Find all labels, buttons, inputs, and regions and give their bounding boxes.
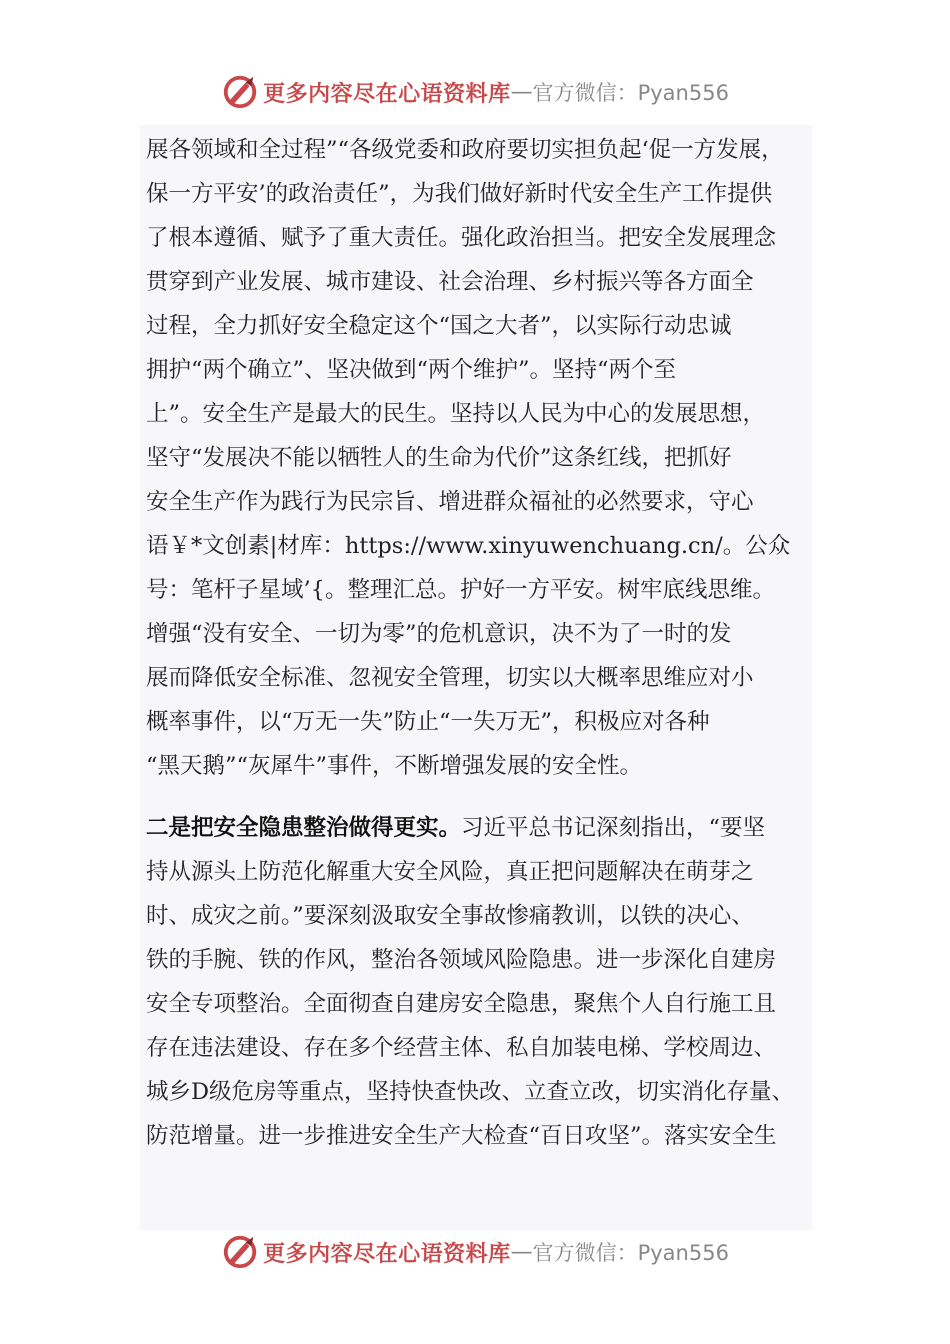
banner-wechat-text: 官方微信：Pyan556 xyxy=(532,81,729,105)
banner-separator: — xyxy=(510,79,533,105)
text-line: 语￥*文创素|材库：https://www.xinyuwenchuang.cn/。公众 xyxy=(146,533,791,559)
text-line: 存在违法建设、存在多个经营主体、私自加装电梯、学校周边、 xyxy=(146,1035,777,1061)
text-line: 增强“没有安全、一切为零”的危机意识，决不为了一时的发 xyxy=(146,621,732,647)
text-run: 习近平总书记深刻指出，“要坚 xyxy=(461,815,766,841)
text-line: 安全专项整治。全面彻查自建房安全隐患，聚焦个人自行施工且 xyxy=(146,991,777,1017)
text-line: 展而降低安全标准、忽视安全管理，切实以大概率思维应对小 xyxy=(146,665,754,691)
text-line: 过程，全力抓好安全稳定这个“国之大者”，以实际行动忠诚 xyxy=(146,313,732,339)
text-line: 上”。安全生产是最大的民生。坚持以人民为中心的发展思想， xyxy=(146,401,766,427)
text-line: 铁的手腕、铁的作风，整治各领域风险隐患。进一步深化自建房 xyxy=(146,947,777,973)
text-line: 贯穿到产业发展、城市建设、社会治理、乡村振兴等各方面全 xyxy=(146,269,754,295)
banner-main-text: 更多内容尽在心语资料库 xyxy=(263,1241,511,1267)
text-line: “黑天鹅”“灰犀牛”事件，不断增强发展的安全性。 xyxy=(146,753,643,779)
section-heading: 二是把安全隐患整治做得更实。 xyxy=(146,815,462,841)
text-line: 展各领域和全过程”“各级党委和政府要切实担负起‘促一方发展， xyxy=(146,137,784,163)
document-body xyxy=(146,128,810,1158)
banner-main-text: 更多内容尽在心语资料库 xyxy=(263,81,511,107)
text-line: 概率事件，以“万无一失”防止“一失万无”，积极应对各种 xyxy=(146,709,710,735)
text-line: 安全生产作为践行为民宗旨、增进群众福祉的必然要求，守心 xyxy=(146,489,754,515)
paragraph-2 xyxy=(146,806,810,1158)
text-line: 号：笔杆子星域’{。整理汇总。护好一方平安。树牢底线思维。 xyxy=(146,577,775,603)
text-line-with-heading xyxy=(146,806,810,850)
text-line: 防范增量。进一步推进安全生产大检查“百日攻坚”。落实安全生 xyxy=(146,1123,777,1149)
text-line: 了根本遵循、赋予了重大责任。强化政治担当。把安全发展理念 xyxy=(146,225,777,251)
text-line: 时、成灾之前。”要深刻汲取安全事故惨痛教训，以铁的决心、 xyxy=(146,903,754,929)
text-line: 城乡D级危房等重点，坚持快查快改、立查立改，切实消化存量、 xyxy=(146,1079,795,1105)
text-line: 坚守“发展决不能以牺牲人的生命为代价”这条红线，把抓好 xyxy=(146,445,732,471)
text-line: 持从源头上防范化解重大安全风险，真正把问题解决在萌芽之 xyxy=(146,859,754,885)
red-bookmark-logo-icon xyxy=(221,1233,259,1271)
paragraph-gap xyxy=(146,788,810,806)
footer-banner xyxy=(0,1232,950,1272)
text-line: 保一方平安’的政治责任”，为我们做好新时代安全生产工作提供 xyxy=(146,181,773,207)
text-line: 拥护“两个确立”、坚决做到“两个维护”。坚持“两个至 xyxy=(146,357,677,383)
banner-wechat-text: 官方微信：Pyan556 xyxy=(532,1241,729,1265)
paragraph-1 xyxy=(146,128,810,788)
banner-separator: — xyxy=(510,1239,533,1265)
header-banner xyxy=(0,72,950,112)
red-bookmark-logo-icon xyxy=(221,73,259,111)
